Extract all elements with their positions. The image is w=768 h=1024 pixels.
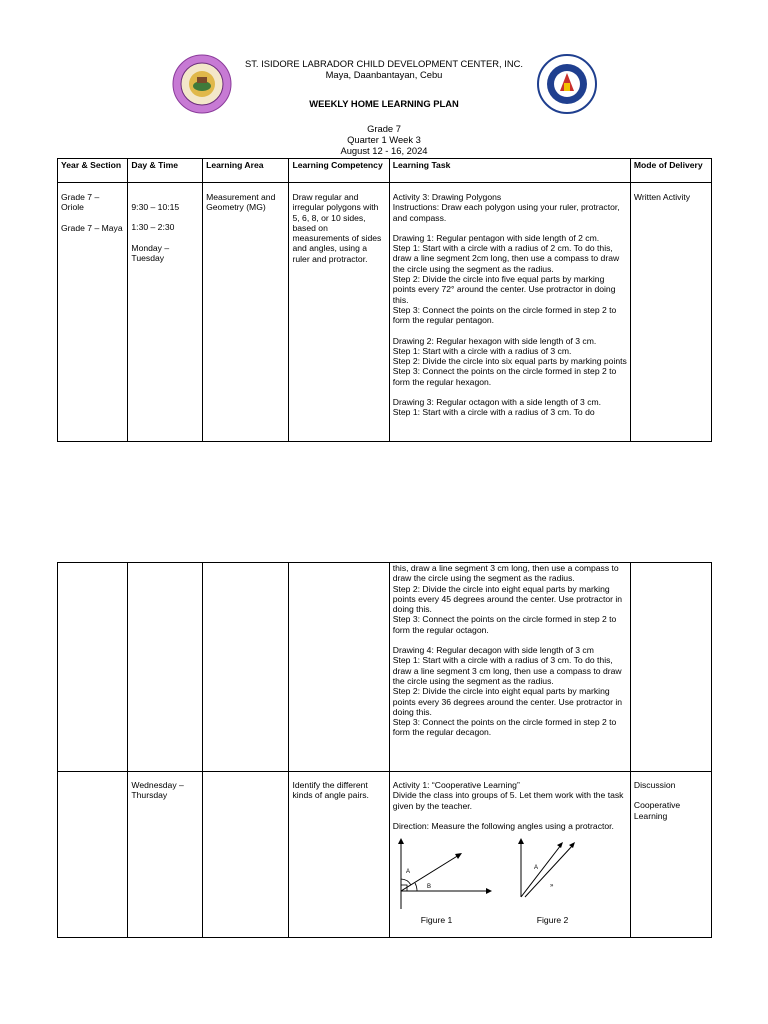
table-row bbox=[58, 183, 712, 442]
mode-delivery-cell bbox=[630, 563, 711, 772]
year-section-cell bbox=[58, 772, 128, 938]
day-time-cell bbox=[128, 563, 203, 772]
learning-task-cell bbox=[389, 772, 630, 938]
task-line: Step 2: Divide the circle into six equal parts by marking points bbox=[392, 356, 627, 367]
angle-diagram bbox=[393, 835, 613, 913]
learning-competency-cell: Draw regular and irregular polygons with 5, 6, 8, or 10 sides, based on measurements of sides and angles, using a ruler and protractor. bbox=[289, 183, 389, 442]
task-line: Drawing 4: Regular decagon with side length of 3 cm bbox=[392, 645, 594, 656]
section-oriole: Grade 7 – Oriole bbox=[61, 192, 100, 213]
task-line bbox=[393, 635, 627, 645]
fig2-angle-a-label: A bbox=[533, 865, 538, 872]
task-line bbox=[393, 387, 627, 397]
col-header-learning-competency: Learning Competency bbox=[289, 159, 389, 183]
task-line: Activity 3: Drawing Polygons bbox=[392, 192, 502, 202]
mode-delivery-cell bbox=[630, 772, 711, 938]
mode-discussion: Discussion bbox=[633, 780, 676, 790]
learning-competency-cell bbox=[289, 563, 389, 772]
school-address: Maya, Daanbantayan, Cebu bbox=[325, 69, 443, 80]
quarter-week: Quarter 1 Week 3 bbox=[347, 134, 421, 145]
table-row bbox=[58, 772, 712, 938]
task-line: Step 1: Start with a circle with a radius of 3 cm. To do this, draw a line segment 3 cm long, then use a compass to draw the circle using the segment as the radius. bbox=[392, 655, 622, 686]
task-line bbox=[393, 223, 627, 233]
learning-task-text bbox=[393, 780, 627, 831]
task-line: Step 3: Connect the points on the circle formed in step 2 to form the regular decagon. bbox=[392, 717, 617, 738]
fig2-angle-b-label: » bbox=[549, 883, 554, 890]
task-line: Step 2: Divide the circle into five equal parts by marking points every 72° around the center. Use protractor in doing this. bbox=[392, 274, 616, 305]
date-range: August 12 - 16, 2024 bbox=[340, 145, 428, 156]
fig1-angle-a-label: A bbox=[405, 869, 410, 876]
col-header-year-section: Year & Section bbox=[58, 159, 128, 183]
learning-area-cell: Measurement and Geometry (MG) bbox=[203, 183, 289, 442]
task-line: Step 3: Connect the points on the circle formed in step 2 to form the regular hexagon. bbox=[392, 366, 617, 387]
section-maya: Grade 7 – Maya bbox=[61, 222, 123, 233]
task-line: Step 2: Divide the circle into eight equal parts by marking points every 36 degrees around the center. Use protractor in doing this. bbox=[392, 686, 623, 717]
learning-area-cell bbox=[203, 772, 289, 938]
task-line: this, draw a line segment 3 cm long, then use a compass to draw the circle using the segment as the radius. bbox=[392, 563, 619, 584]
col-header-day-time: Day & Time bbox=[128, 159, 203, 183]
col-header-learning-task: Learning Task bbox=[389, 159, 630, 183]
school-name: ST. ISIDORE LABRADOR CHILD DEVELOPMENT CENTER, INC. bbox=[244, 58, 523, 69]
task-line: Step 1: Start with a circle with a radius of 3 cm. bbox=[392, 345, 572, 356]
day-time-cell bbox=[128, 183, 203, 442]
learning-plan-table bbox=[57, 158, 712, 442]
learning-task-text bbox=[393, 192, 627, 440]
fig1-angle-b-label: B bbox=[426, 884, 431, 891]
task-line: Divide the class into groups of 5. Let them work with the task given by the teacher. bbox=[392, 790, 624, 811]
task-line: Step 2: Divide the circle into eight equal parts by marking points every 45 degrees around the center. Use protractor in doing this. bbox=[392, 583, 623, 615]
learning-plan-table-continued bbox=[57, 562, 712, 938]
learning-task-text bbox=[393, 563, 627, 738]
task-line: Drawing 2: Regular hexagon with side length of 3 cm. bbox=[392, 335, 597, 346]
mode-cooperative-learning: Cooperative Learning bbox=[633, 800, 681, 821]
day-range: Monday – Tuesday bbox=[131, 242, 170, 263]
year-section-cell bbox=[58, 183, 128, 442]
time-slot-2: 1:30 – 2:30 bbox=[131, 222, 175, 233]
year-section-cell bbox=[58, 563, 128, 772]
figure-2-label: Figure 2 bbox=[536, 915, 569, 926]
task-line: Step 1: Start with a circle with a radius of 3 cm. To do bbox=[392, 407, 595, 418]
task-line: Drawing 1: Regular pentagon with side length of 2 cm. bbox=[392, 232, 600, 243]
col-header-mode-delivery: Mode of Delivery bbox=[630, 159, 711, 183]
task-line bbox=[393, 326, 627, 336]
plan-title: WEEKLY HOME LEARNING PLAN bbox=[309, 98, 459, 109]
task-line: Step 1: Start with a circle with a radius of 2 cm. To do this, draw a line segment 2cm long, then use a compass to draw the circle using the segment as the radius. bbox=[392, 243, 620, 274]
task-line: Drawing 3: Regular octagon with a side length of 3 cm. bbox=[392, 397, 602, 408]
task-line: Step 3: Connect the points on the circle formed in step 2 to form the regular pentagon. bbox=[392, 304, 617, 326]
learning-task-cell bbox=[389, 563, 630, 772]
learning-competency-cell: Identify the different kinds of angle pairs. bbox=[289, 772, 389, 938]
grade-level: Grade 7 bbox=[367, 123, 401, 134]
day-range: Wednesday – Thursday bbox=[128, 772, 203, 938]
col-header-learning-area: Learning Area bbox=[203, 159, 289, 183]
learning-area-cell bbox=[203, 563, 289, 772]
document-header bbox=[0, 58, 768, 156]
task-line: Step 3: Connect the points on the circle formed in step 2 to form the regular octagon. bbox=[392, 614, 617, 635]
task-line bbox=[393, 811, 627, 821]
figure-1-label: Figure 1 bbox=[420, 915, 453, 926]
task-line: Direction: Measure the following angles using a protractor. bbox=[392, 820, 614, 831]
task-line: Instructions: Draw each polygon using your ruler, protractor, and compass. bbox=[392, 202, 620, 223]
angle-figures bbox=[393, 835, 627, 927]
table-header-row bbox=[58, 159, 712, 183]
table-row bbox=[58, 563, 712, 772]
learning-task-cell bbox=[389, 183, 630, 442]
task-line: Activity 1: “Cooperative Learning” bbox=[392, 780, 520, 790]
time-slot-1: 9:30 – 10:15 bbox=[131, 202, 180, 212]
mode-delivery-cell: Written Activity bbox=[630, 183, 711, 442]
